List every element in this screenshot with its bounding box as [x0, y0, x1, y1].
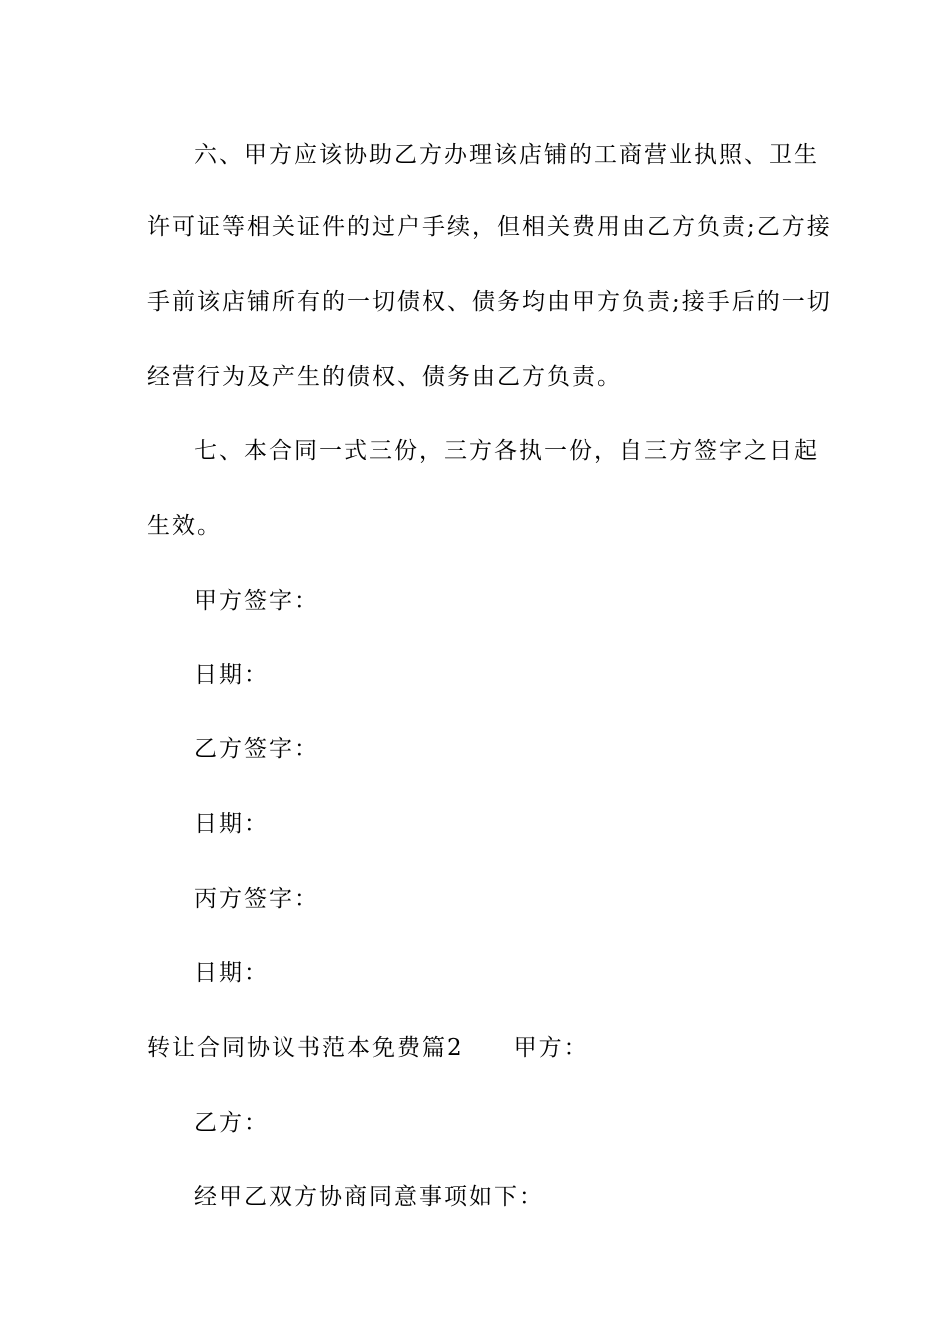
section6-line3: 手前该店铺所有的一切债权、债务均由甲方负责;接手后的一切 [147, 289, 832, 315]
article2-agreement-intro: 经甲乙双方协商同意事项如下： [194, 1184, 544, 1210]
section6-line2: 许可证等相关证件的过户手续，但相关费用由乙方负责;乙方接 [147, 214, 832, 240]
party-b-signature-label: 乙方签字： [194, 736, 319, 762]
article2-heading-line [147, 1033, 589, 1063]
party-b-date-label: 日期： [194, 811, 269, 837]
party-c-date-label: 日期： [194, 960, 269, 986]
section6-line4: 经营行为及产生的债权、债务由乙方负责。 [147, 364, 622, 390]
section7-line2: 生效。 [147, 513, 222, 539]
party-a-date-label: 日期： [194, 662, 269, 688]
article2-party-a-label: 甲方： [513, 1035, 589, 1061]
section7-line1: 七、本合同一式三份，三方各执一份，自三方签字之日起 [194, 438, 819, 464]
section6-line1: 六、甲方应该协助乙方办理该店铺的工商营业执照、卫生 [194, 142, 819, 168]
party-a-signature-label: 甲方签字： [194, 588, 319, 614]
article2-party-b-label: 乙方： [194, 1110, 269, 1136]
article2-heading: 转让合同协议书范本免费篇2 [147, 1035, 464, 1061]
party-c-signature-label: 丙方签字： [194, 886, 319, 912]
